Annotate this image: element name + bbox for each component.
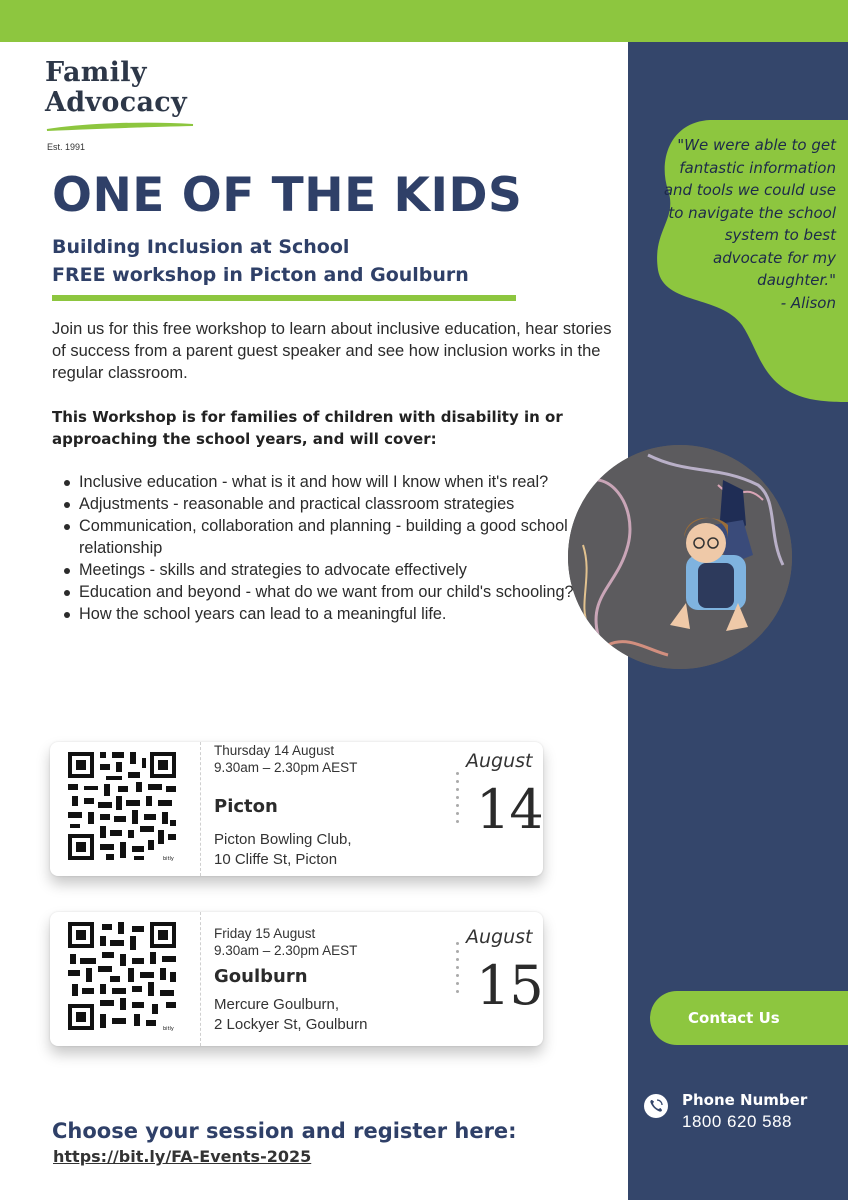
logo-line-1: Family bbox=[45, 57, 147, 88]
top-accent-bar bbox=[0, 0, 848, 42]
qr-code-icon[interactable] bbox=[66, 920, 178, 1032]
logo-swoosh-icon bbox=[45, 120, 195, 132]
subtitle-line-1: Building Inclusion at School bbox=[52, 236, 350, 258]
session-venue-line-2: 10 Cliffe St, Picton bbox=[214, 851, 338, 868]
session-date: 14 bbox=[476, 778, 543, 841]
session-day: Thursday 14 August bbox=[214, 743, 335, 758]
phone-number[interactable]: 1800 620 588 bbox=[682, 1112, 792, 1131]
intro-paragraph: Join us for this free workshop to learn about inclusive education, hear stories of success from a parent guest speaker and see how inclusion works in the regular classroom. bbox=[52, 320, 612, 382]
list-item: Inclusive education - what is it and how will I know when it's real? bbox=[52, 471, 576, 493]
child-photo bbox=[568, 445, 792, 669]
session-day: Friday 15 August bbox=[214, 926, 316, 941]
qr-label: bitly bbox=[163, 856, 174, 862]
ticket-dots bbox=[456, 772, 460, 828]
session-venue-line-2: 2 Lockyer St, Goulburn bbox=[214, 1016, 368, 1033]
list-item: Meetings - skills and strategies to advocate effectively bbox=[52, 559, 576, 581]
audience-paragraph: This Workshop is for families of children with disability in or approaching the school years, and will cover: bbox=[52, 408, 563, 448]
phone-icon bbox=[644, 1094, 668, 1118]
session-ticket-goulburn bbox=[50, 912, 543, 1046]
list-item: How the school years can lead to a meaningful life. bbox=[52, 603, 576, 625]
family-advocacy-logo bbox=[45, 57, 205, 152]
phone-label: Phone Number bbox=[682, 1091, 808, 1109]
subtitle-line-2: FREE workshop in Picton and Goulburn bbox=[52, 264, 469, 286]
session-time: 9.30am – 2.30pm AEST bbox=[214, 943, 358, 958]
session-town: Goulburn bbox=[214, 966, 308, 987]
title-underline bbox=[52, 295, 516, 301]
register-link[interactable]: https://bit.ly/FA-Events-2025 bbox=[53, 1147, 312, 1166]
session-town: Picton bbox=[214, 796, 278, 817]
session-date: 15 bbox=[476, 954, 543, 1017]
list-item: Adjustments - reasonable and practical classroom strategies bbox=[52, 493, 576, 515]
ticket-divider bbox=[200, 742, 201, 876]
quote-text: "We were able to get fantastic information and tools we could use to navigate the school system to best advocate for my daughter." bbox=[663, 136, 836, 289]
ticket-divider bbox=[200, 912, 201, 1046]
contact-us-button[interactable]: Contact Us bbox=[650, 991, 848, 1045]
page-title: ONE OF THE KIDS bbox=[52, 168, 523, 223]
session-time: 9.30am – 2.30pm AEST bbox=[214, 760, 358, 775]
session-venue-line-1: Picton Bowling Club, bbox=[214, 831, 352, 848]
session-month: August bbox=[466, 926, 533, 948]
session-venue-line-1: Mercure Goulburn, bbox=[214, 996, 340, 1013]
testimonial-quote bbox=[662, 134, 836, 314]
page-subtitle bbox=[52, 233, 469, 289]
ticket-dots bbox=[456, 942, 460, 998]
logo-line-2: Advocacy bbox=[45, 87, 187, 118]
quote-attribution: - Alison bbox=[780, 293, 836, 312]
session-month: August bbox=[466, 750, 533, 772]
topic-list bbox=[52, 471, 576, 625]
register-heading: Choose your session and register here: bbox=[52, 1119, 517, 1143]
qr-code-icon[interactable] bbox=[66, 750, 178, 862]
logo-established: Est. 1991 bbox=[47, 142, 86, 152]
session-ticket-picton bbox=[50, 742, 543, 876]
list-item: Education and beyond - what do we want from our child's schooling? bbox=[52, 581, 576, 603]
list-item: Communication, collaboration and planning - building a good school relationship bbox=[52, 515, 576, 559]
qr-label: bitly bbox=[163, 1026, 174, 1032]
